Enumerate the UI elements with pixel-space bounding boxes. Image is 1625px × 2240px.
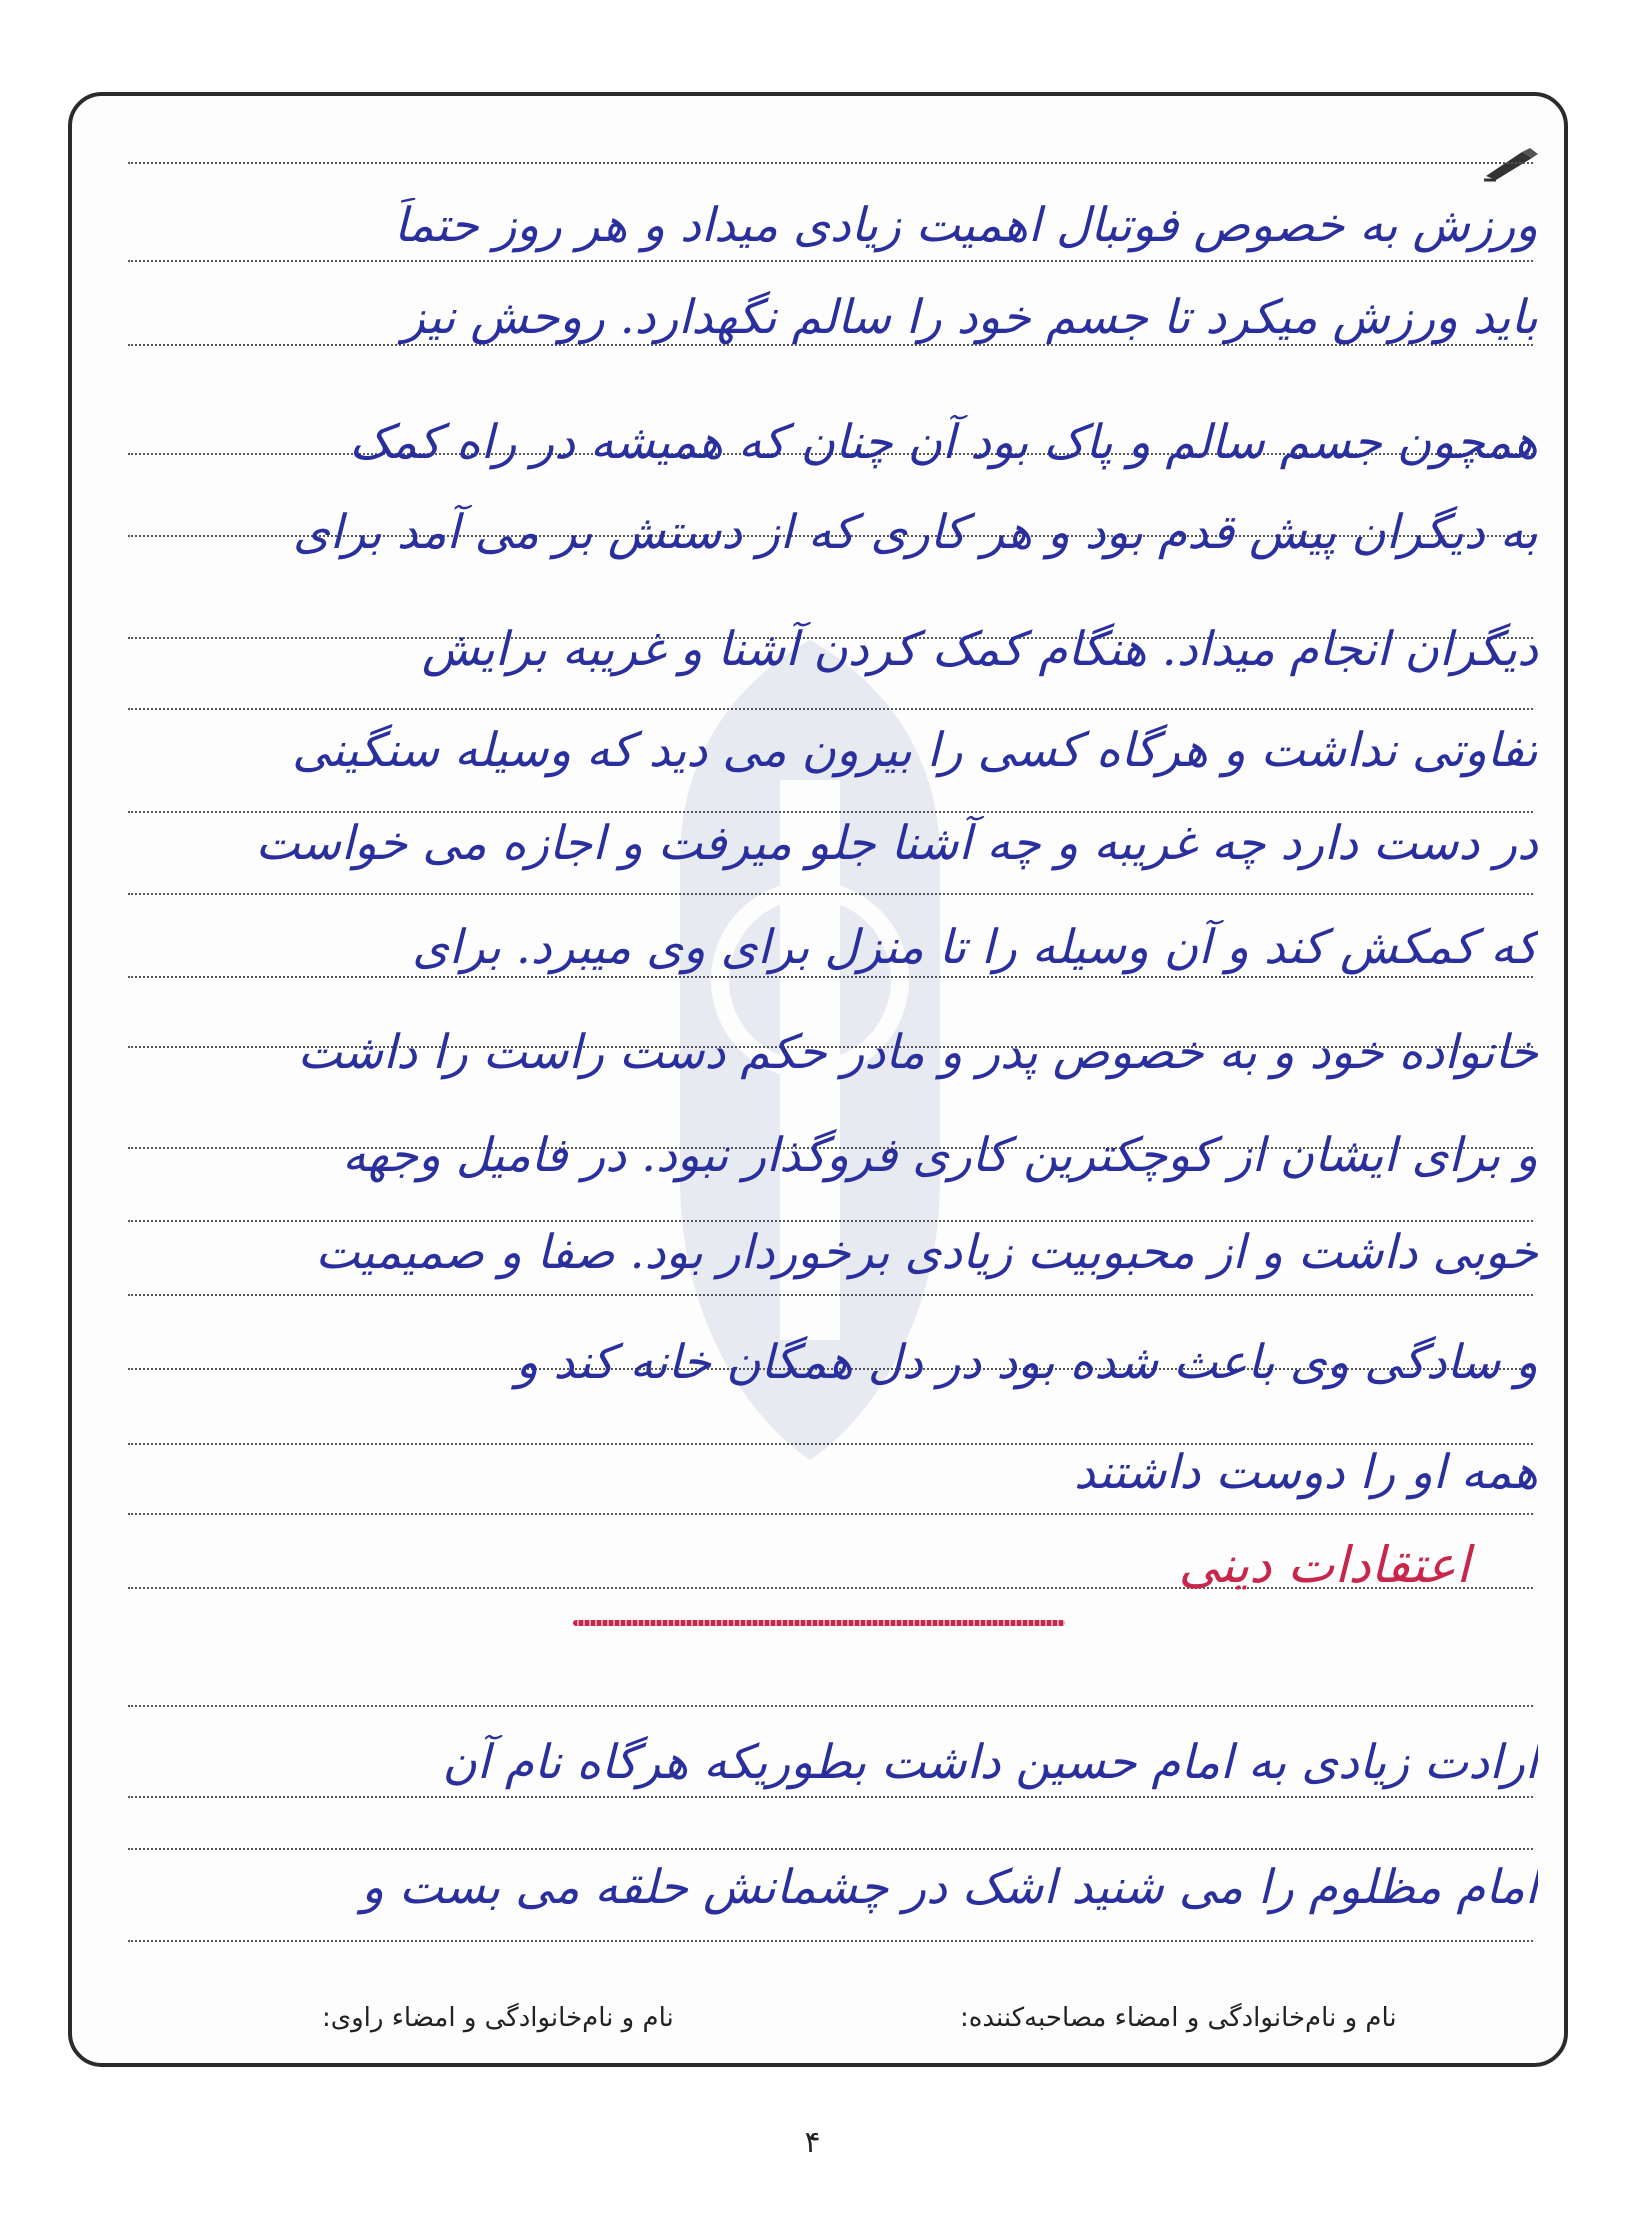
ruled-line [128,1294,1533,1296]
handwritten-line: خانواده خود و به خصوص پدر و مادر حکم دست راست را داشت [297,1025,1538,1080]
handwritten-line: و برای ایشان از کوچکترین کاری فروگذار نبود. در فامیل وجهه [342,1128,1538,1183]
handwritten-line: که کمکش کند و آن وسیله را تا منزل برای وی میبرد. برای [412,920,1538,975]
ruled-line [128,1848,1533,1850]
ruled-line [128,893,1533,895]
ruled-line [128,1940,1533,1942]
ruled-line [128,1513,1533,1515]
heading-underline [573,1620,1065,1626]
page-number: ۴ [804,2125,821,2160]
ruled-line [128,976,1533,978]
handwritten-line: باید ورزش میکرد تا جسم خود را سالم نگهدارد. روحش نیز [402,290,1538,345]
section-heading: اعتقادات دینی [1178,1536,1470,1594]
handwritten-line: و سادگی وی باعث شده بود در دل همگان خانه کند و [515,1335,1538,1390]
handwritten-line: تفاوتی نداشت و هرگاه کسی را بیرون می دید که وسیله سنگینی [292,723,1538,778]
ruled-line [128,708,1533,710]
handwritten-line: ارادت زیادی به امام حسین داشت بطوریکه هرگاه نام آن [442,1735,1538,1790]
ruled-line [128,1220,1533,1222]
handwritten-line: ورزش به خصوص فوتبال اهمیت زیادی میداد و هر روز حتماً [394,198,1538,253]
ruled-line [128,1705,1533,1707]
interviewer-signature-label: نام و نام‌خانوادگی و امضاء مصاحبه‌کننده: [960,2003,1397,2033]
handwritten-line: خوبی داشت و از محبوبیت زیادی برخوردار بود. صفا و صمیمیت [315,1225,1538,1280]
ruled-line [128,811,1533,813]
pen-writing-icon [1482,146,1540,182]
handwritten-line: همچون جسم سالم و پاک بود آن چنان که همیشه در راه کمک [349,415,1538,470]
handwritten-line: همه او را دوست داشتند [1074,1445,1538,1500]
narrator-signature-label: نام و نام‌خانوادگی و امضاء راوی: [322,2003,674,2033]
ruled-line [128,260,1533,262]
handwritten-line: در دست دارد چه غریبه و چه آشنا جلو میرفت و اجازه می خواست [255,816,1538,871]
handwritten-line: دیگران انجام میداد. هنگام کمک کردن آشنا و غریبه برایش [421,622,1538,677]
handwritten-line: به دیگران پیش قدم بود و هر کاری که از دستش بر می آمد برای [292,505,1538,560]
ruled-line [128,162,1533,164]
handwritten-line: امام مظلوم را می شنید اشک در چشمانش حلقه می بست و [361,1860,1538,1915]
ruled-line [128,1796,1533,1798]
